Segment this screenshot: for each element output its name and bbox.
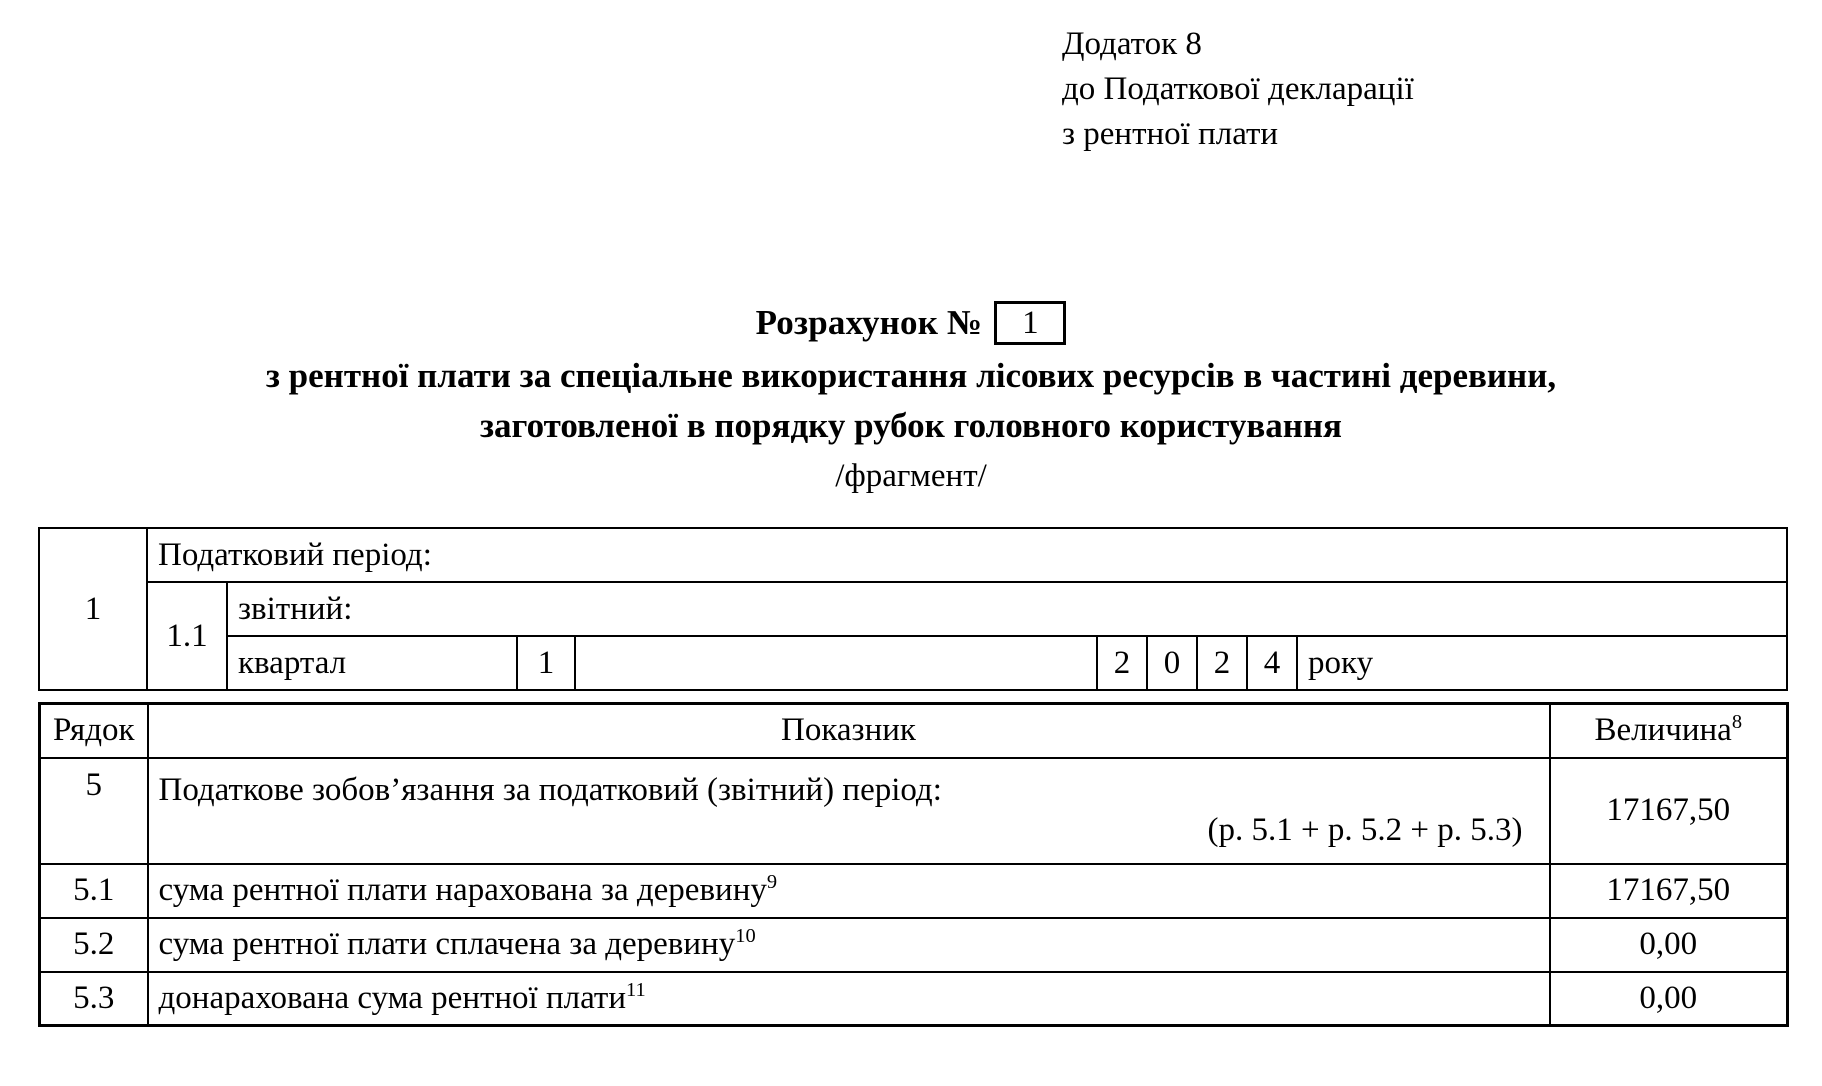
calculation-number-box[interactable]: 1 <box>994 301 1066 345</box>
row-label-52 <box>148 918 1550 972</box>
fragment-note: /фрагмент/ <box>835 458 987 494</box>
row-label-5-text: Податкове зобов’язання за податковий (звітний) період: <box>158 771 942 808</box>
row-label-52-text: сума рентної плати сплачена за деревину <box>158 926 736 962</box>
calculation-title-row <box>0 300 1822 346</box>
quarter-spacer-cell <box>575 636 1097 690</box>
document-header-line-3: з рентної плати <box>1062 115 1279 152</box>
row-value-51[interactable]: 17167,50 <box>1550 864 1788 918</box>
row-footnote-52: 10 <box>735 925 756 947</box>
row-label-53 <box>148 972 1550 1026</box>
period-row-label: Податковий період: <box>147 528 1787 582</box>
quarter-value-box[interactable]: 1 <box>517 636 575 690</box>
row-label-53-text: донарахована сума рентної плати <box>158 979 626 1016</box>
document-header-line-1: Додаток 8 <box>1062 26 1202 62</box>
quarter-label: квартал <box>227 636 517 690</box>
row-number-5: 5 <box>40 758 148 864</box>
year-word-label: року <box>1297 636 1787 690</box>
header-value <box>1550 704 1788 758</box>
table-row <box>40 758 1788 864</box>
period-row-number: 1 <box>39 528 147 690</box>
period-subrow-label: звітний: <box>227 582 1787 636</box>
table-row <box>40 972 1788 1026</box>
row-label-51-text: сума рентної плати нарахована за деревину <box>158 872 767 908</box>
tax-period-table <box>38 527 1788 691</box>
table-row <box>39 636 1787 690</box>
row-number-52: 5.2 <box>40 918 148 972</box>
header-value-footnote: 8 <box>1731 711 1743 734</box>
year-digit-2[interactable]: 0 <box>1147 636 1197 690</box>
header-indicator: Показник <box>148 704 1550 758</box>
calculation-label: Розрахунок № <box>755 303 983 342</box>
header-row-number: Рядок <box>40 704 148 758</box>
row-label-51 <box>148 864 1550 918</box>
row-footnote-53: 11 <box>625 978 646 1001</box>
table-row <box>40 918 1788 972</box>
table-row <box>40 864 1788 918</box>
subtitle-line-2: заготовленої в порядку рубок головного користування <box>479 406 1342 445</box>
document-header-line-2: до Податкової декларації <box>1062 70 1414 107</box>
year-digit-4[interactable]: 4 <box>1247 636 1297 690</box>
row-value-5[interactable]: 17167,50 <box>1550 758 1788 864</box>
row-formula-5: (р. 5.1 + р. 5.2 + р. 5.3) <box>1207 811 1523 848</box>
subtitle-line-1: з рентної плати за спеціальне використання лісових ресурсів в частині деревини, <box>265 356 1557 395</box>
indicator-table <box>38 702 1789 1027</box>
period-subrow-number: 1.1 <box>147 582 227 690</box>
row-number-53: 5.3 <box>40 972 148 1026</box>
table-header-row <box>40 704 1788 758</box>
row-value-52[interactable]: 0,00 <box>1550 918 1788 972</box>
table-row <box>39 528 1787 582</box>
row-footnote-51: 9 <box>766 871 778 893</box>
row-number-51: 5.1 <box>40 864 148 918</box>
title-block <box>0 300 1822 495</box>
table-row <box>39 582 1787 636</box>
header-value-text: Величина <box>1594 712 1732 749</box>
document-header <box>1062 22 1414 157</box>
year-digit-1[interactable]: 2 <box>1097 636 1147 690</box>
row-label-5 <box>148 758 1550 864</box>
year-digit-3[interactable]: 2 <box>1197 636 1247 690</box>
row-value-53[interactable]: 0,00 <box>1550 972 1788 1026</box>
